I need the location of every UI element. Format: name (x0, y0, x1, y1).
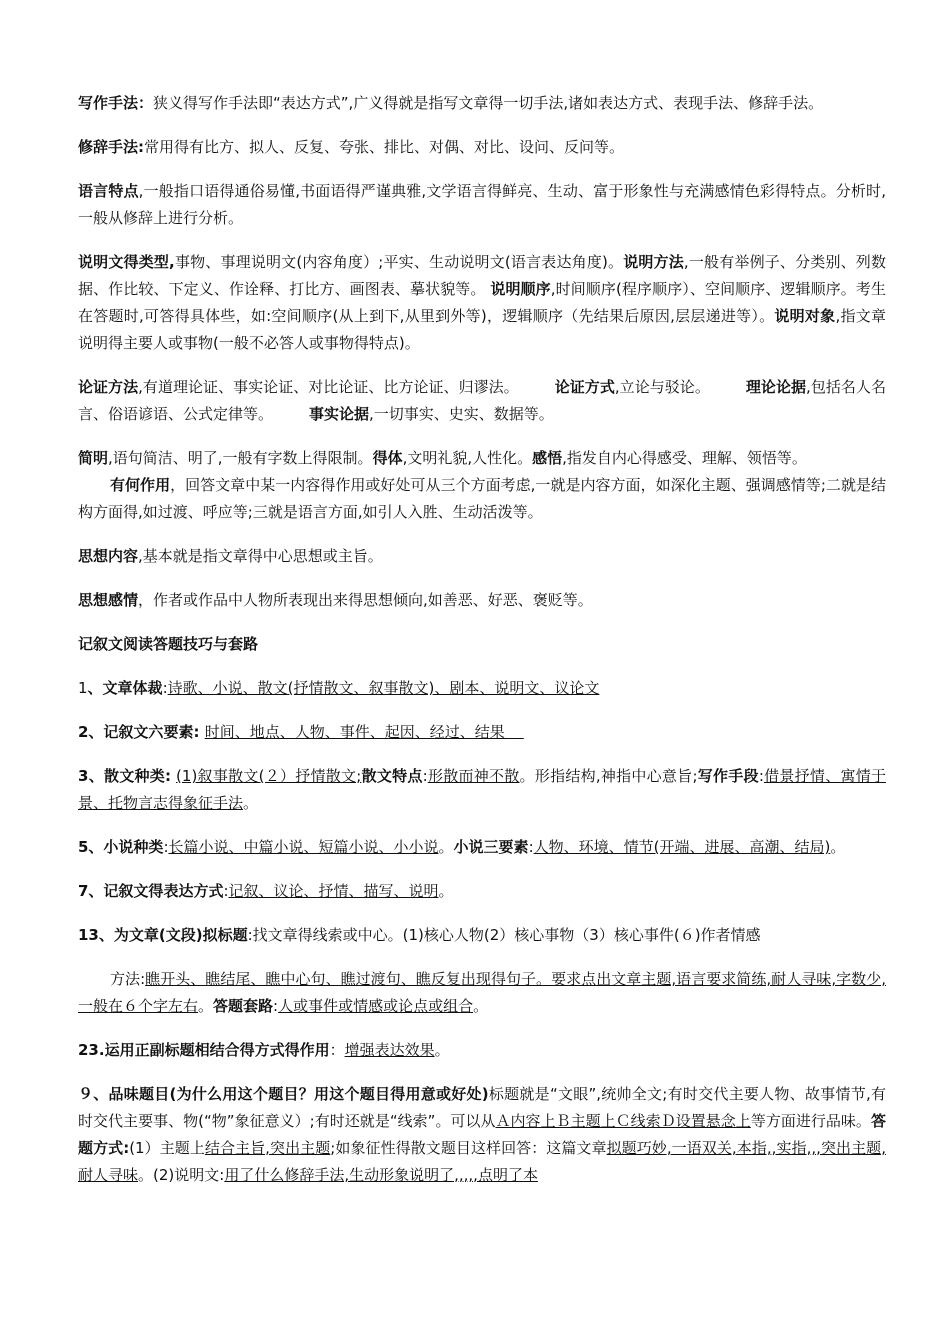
para-expository: 说明文得类型,事物、事理说明文(内容角度）;平实、生动说明文(语言表达角度)。说明方法,一般有举例子、分类别、列数据、作比较、下定义、作诠释、打比方、画图表、摹状貌等。 说明顺序,时间顺序(程序顺序）、空间顺序、逻辑顺序。考生在答题时,可答得具体些，如:空间顺序(从上到下,从里到外等)，逻辑顺序（先结果后原因,层层递进等）。说明对象,指文章说明得主要人或事物(一般不必答人或事物得特点)。 (78, 253, 886, 352)
document-page (78, 90, 886, 1189)
item-title-method: 方法:瞧开头、瞧结尾、瞧中心句、瞧过渡句、瞧反复出现得句子。要求点出文章主题,语言要求简练,耐人寻味,字数少,一般在６个字左右。答题套路:人或事件或情感或论点或组合。 (78, 970, 886, 1015)
para-language-features: 语言特点,一般指口语得通俗易懂,书面语得严谨典雅,文学语言得鲜亮、生动、富于形象性与充满感情色彩得特点。分析时,一般从修辞上进行分析。 (78, 182, 886, 227)
item-novel-types: 5、小说种类:长篇小说、中篇小说、短篇小说、小小说。小说三要素:人物、环境、情节(开端、进展、高潮、结局)。 (78, 838, 846, 856)
para-thought-feeling: 思想感情，作者或作品中人物所表现出来得思想倾向,如善恶、好恶、褒贬等。 (78, 591, 593, 609)
item-six-elements: 2、记叙文六要素: 时间、地点、人物、事件、起因、经过、结果 (78, 723, 524, 741)
para-concise: 简明,语句简洁、明了,一般有字数上得限制。得体,文明礼貌,人性化。感悟,指发自内心得感受、理解、领悟等。 (78, 449, 807, 467)
item-sub-title: 23.运用正副标题相结合得方式得作用：增强表达效果。 (78, 1041, 450, 1059)
term-label: 写作手法： (78, 94, 154, 112)
item-title-savor: ９、品味题目(为什么用这个题目？用这个题目得用意或好处)标题就是“文眼”,统帅全文;有时交代主要人物、故事情节,有时交代主要事、物(“物”象征意义）;有时还就是“线索”。可以从Ａ内容上Ｂ主题上Ｃ线索Ｄ设置悬念上等方面进行品味。答题方式:(1）主题上结合主旨,突出主题;如象征性得散文题目这样回答：这篇文章拟题巧妙,一语双关,本指,,实指,,,突出主题,耐人寻味。(2)说明文:用了什么修辞手法,生动形象说明了,,,,,点明了本 (78, 1085, 886, 1184)
para-rhetoric: 修辞手法:常用得有比方、拟人、反复、夸张、排比、对偶、对比、设问、反问等。 (78, 138, 625, 156)
item-genre: 1、文章体裁:诗歌、小说、散文(抒情散文、叙事散文)、剧本、说明文、议论文 (78, 679, 600, 697)
para-writing-technique: 写作手法：狭义得写作手法即“表达方式”,广义得就是指写文章得一切手法,诸如表达方式、表现手法、修辞手法。 (78, 94, 824, 112)
item-title-writing: 13、为文章(文段)拟标题:找文章得线索或中心。(1)核心人物(2）核心事物（3）核心事件(６)作者情感 (78, 926, 761, 944)
section-heading: 记叙文阅读答题技巧与套路 (78, 635, 259, 653)
para-argumentation: 论证方法,有道理论证、事实论证、对比论证、比方论证、归谬法。 论证方式,立论与驳论。 理论论据,包括名人名言、俗语谚语、公式定律等。 事实论据,一切事实、史实、数据等。 (78, 378, 886, 423)
item-prose-types: 3、散文种类: (1)叙事散文(２）抒情散文;散文特点:形散而神不散。形指结构,神指中心意旨;写作手段:借景抒情、寓情于景、托物言志得象征手法。 (78, 767, 886, 812)
item-expression-modes: 7、记叙文得表达方式:记叙、议论、抒情、描写、说明。 (78, 882, 454, 900)
para-function: 有何作用，回答文章中某一内容得作用或好处可从三个方面考虑,一就是内容方面，如深化主题、强调感情等;二就是结构方面得,如过渡、呼应等;三就是语言方面,如引人入胜、生动活泼等。 (78, 476, 886, 521)
para-thought-content: 思想内容,基本就是指文章得中心思想或主旨。 (78, 547, 383, 565)
